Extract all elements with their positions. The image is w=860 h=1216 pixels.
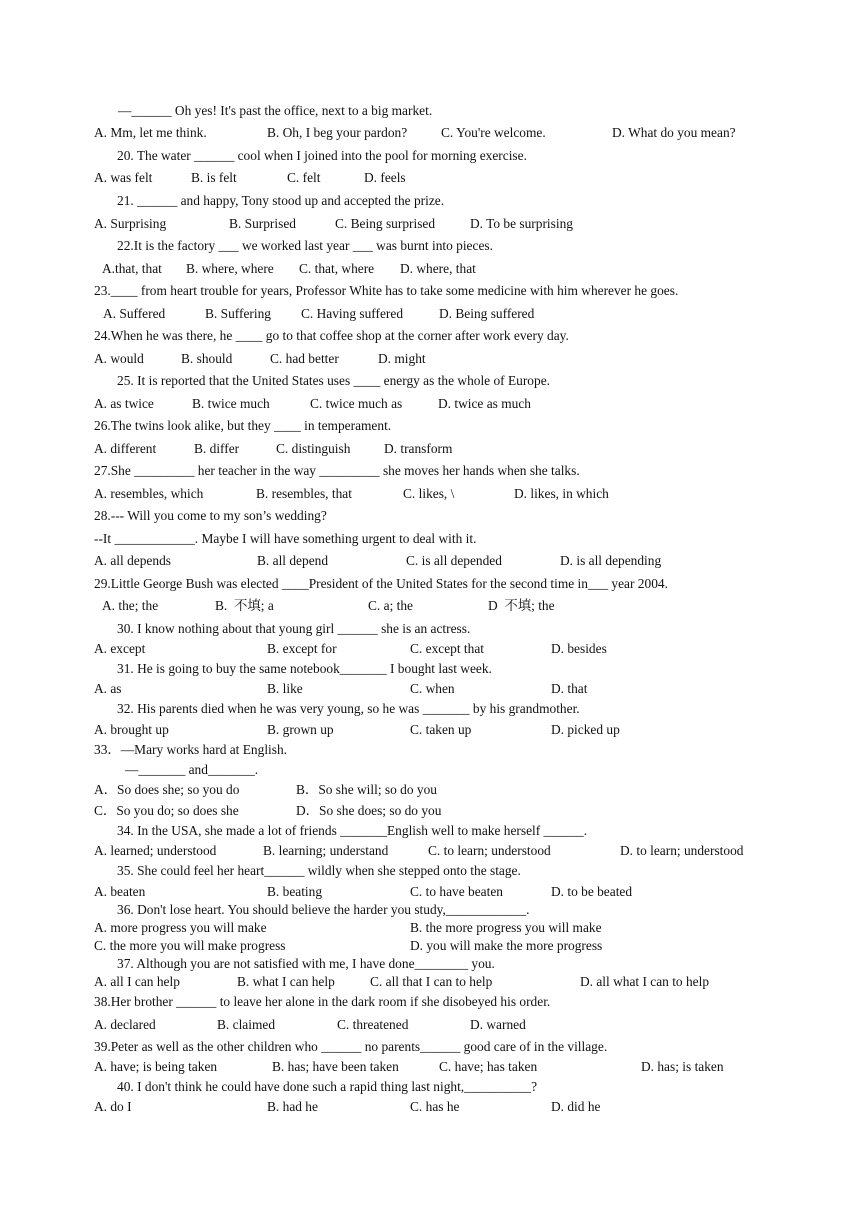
text-line: —______ Oh yes! It's past the office, next to a big market.	[118, 103, 433, 118]
text-line: A. except	[94, 641, 146, 656]
text-line: B. Suffering	[205, 306, 271, 321]
text-line: A．So does she; so you do	[94, 782, 240, 797]
text-line: B. like	[267, 681, 303, 696]
text-line: 37. Although you are not satisfied with me, I have done________ you.	[117, 956, 495, 971]
text-line: B. should	[181, 351, 233, 366]
text-line: A. do I	[94, 1099, 132, 1114]
text-line: A. as	[94, 681, 122, 696]
text-line: B. 不填; a	[215, 598, 274, 613]
text-line: 33．—Mary works hard at English.	[94, 742, 288, 757]
text-line: B. Surprised	[229, 216, 296, 231]
text-line: B. Oh, I beg your pardon?	[267, 125, 408, 140]
text-line: D 不填; the	[488, 598, 555, 613]
text-line: D. warned	[470, 1017, 526, 1032]
text-line: C. Having suffered	[301, 306, 404, 321]
text-line: A. have; is being taken	[94, 1059, 218, 1074]
text-line: B. had he	[267, 1099, 318, 1114]
text-line: D. What do you mean?	[612, 125, 736, 140]
text-line: 29.Little George Bush was elected ____President of the United States for the second time in___ year 2004.	[94, 576, 668, 591]
text-line: B. where, where	[186, 261, 274, 276]
text-line: B. all depend	[257, 553, 329, 568]
text-line: C. twice much as	[310, 396, 403, 411]
text-line: C. likes, \	[403, 486, 455, 501]
text-line: A. would	[94, 351, 144, 366]
text-line: 21. ______ and happy, Tony stood up and accepted the prize.	[117, 193, 445, 208]
text-line: 35. She could feel her heart______ wildly when she stepped onto the stage.	[117, 863, 521, 878]
text-line: C. has he	[410, 1099, 460, 1114]
text-line: C. that, where	[299, 261, 375, 276]
text-line: D. that	[551, 681, 588, 696]
text-line: A.that, that	[102, 261, 162, 276]
text-line: 20. The water ______ cool when I joined into the pool for morning exercise.	[117, 148, 527, 163]
text-line: C. the more you will make progress	[94, 938, 286, 953]
text-line: D. To be surprising	[470, 216, 573, 231]
text-line: D. twice as much	[438, 396, 531, 411]
text-line: A. resembles, which	[94, 486, 204, 501]
text-line: D. picked up	[551, 722, 620, 737]
text-line: B. learning; understand	[263, 843, 389, 858]
text-line: D．So she does; so do you	[296, 803, 442, 818]
text-line: B. differ	[194, 441, 240, 456]
text-line: C. a; the	[368, 598, 413, 613]
text-line: D. feels	[364, 170, 406, 185]
text-line: 26.The twins look alike, but they ____ in temperament.	[94, 418, 392, 433]
text-line: A. Suffered	[103, 306, 166, 321]
text-line: A. declared	[94, 1017, 156, 1032]
text-line: 24.When he was there, he ____ go to that coffee shop at the corner after work every day.	[94, 328, 569, 343]
text-line: 40. I don't think he could have done such a rapid thing last night,__________?	[117, 1079, 538, 1094]
text-line: A. learned; understood	[94, 843, 217, 858]
text-line: C. all that I can to help	[370, 974, 493, 989]
text-line: 23.____ from heart trouble for years, Professor White has to take some medicine with him wherever he goes.	[94, 283, 679, 298]
text-line: B. claimed	[217, 1017, 276, 1032]
text-line: A. Surprising	[94, 216, 167, 231]
text-line: 25. It is reported that the United States uses ____ energy as the whole of Europe.	[117, 373, 550, 388]
text-line: A. the; the	[102, 598, 159, 613]
text-line: B. except for	[267, 641, 337, 656]
text-line: C. is all depended	[406, 553, 502, 568]
text-line: 30. I know nothing about that young girl ______ she is an actress.	[117, 621, 471, 636]
text-line: A. brought up	[94, 722, 169, 737]
text-line: C．So you do; so does she	[94, 803, 239, 818]
text-line: A. beaten	[94, 884, 146, 899]
text-line: 22.It is the factory ___ we worked last year ___ was burnt into pieces.	[117, 238, 493, 253]
text-line: C. taken up	[410, 722, 472, 737]
text-line: C. to learn; understood	[428, 843, 551, 858]
text-line: D. transform	[384, 441, 453, 456]
text-line: A. as twice	[94, 396, 154, 411]
text-line: A. all I can help	[94, 974, 180, 989]
text-line: D. likes, in which	[514, 486, 609, 501]
text-line: D. might	[378, 351, 426, 366]
text-line: B. is felt	[191, 170, 237, 185]
text-line: A. all depends	[94, 553, 171, 568]
text-line: —_______ and_______.	[125, 762, 259, 777]
text-line: B. beating	[267, 884, 323, 899]
text-line: B. twice much	[192, 396, 270, 411]
text-line: 32. His parents died when he was very young, so he was _______ by his grandmother.	[117, 701, 580, 716]
text-line: --It ____________. Maybe I will have something urgent to deal with it.	[94, 531, 477, 546]
text-line: C. when	[410, 681, 455, 696]
text-line: C. felt	[287, 170, 321, 185]
text-line: D. where, that	[400, 261, 476, 276]
text-line: B. the more progress you will make	[410, 920, 602, 935]
text-line: B. grown up	[267, 722, 334, 737]
text-line: D. has; is taken	[641, 1059, 724, 1074]
text-line: C. distinguish	[276, 441, 351, 456]
text-line: 39.Peter as well as the other children who ______ no parents______ good care of in the village.	[94, 1039, 608, 1054]
text-line: C. have; has taken	[439, 1059, 538, 1074]
text-line: A. different	[94, 441, 157, 456]
text-line: 27.She _________ her teacher in the way _________ she moves her hands when she talks.	[94, 463, 580, 478]
text-line: D. you will make the more progress	[410, 938, 603, 953]
text-line: C. except that	[410, 641, 484, 656]
text-line: B. has; have been taken	[272, 1059, 399, 1074]
text-line: C. to have beaten	[410, 884, 503, 899]
text-line: 38.Her brother ______ to leave her alone in the dark room if she disobeyed his order.	[94, 994, 551, 1009]
text-line: B. resembles, that	[256, 486, 352, 501]
text-line: 31. He is going to buy the same notebook_______ I bought last week.	[117, 661, 492, 676]
text-line: 34. In the USA, she made a lot of friends _______English well to make herself ______.	[117, 823, 588, 838]
text-line: B. what I can help	[237, 974, 335, 989]
text-line: D. all what I can to help	[580, 974, 710, 989]
text-line: 28.--- Will you come to my son’s wedding?	[94, 508, 327, 523]
text-line: A. more progress you will make	[94, 920, 267, 935]
text-line: D. to be beated	[551, 884, 633, 899]
text-line: D. is all depending	[560, 553, 662, 568]
text-line: A. Mm, let me think.	[94, 125, 207, 140]
text-line: D. besides	[551, 641, 607, 656]
text-line: D. Being suffered	[439, 306, 535, 321]
text-line: D. to learn; understood	[620, 843, 744, 858]
text-line: D. did he	[551, 1099, 601, 1114]
text-line: C. Being surprised	[335, 216, 436, 231]
text-line: C. threatened	[337, 1017, 409, 1032]
text-line: B．So she will; so do you	[296, 782, 437, 797]
text-line: C. You're welcome.	[441, 125, 546, 140]
text-line: 36. Don't lose heart. You should believe the harder you study,____________.	[117, 902, 530, 917]
text-line: C. had better	[270, 351, 339, 366]
text-line: A. was felt	[94, 170, 153, 185]
